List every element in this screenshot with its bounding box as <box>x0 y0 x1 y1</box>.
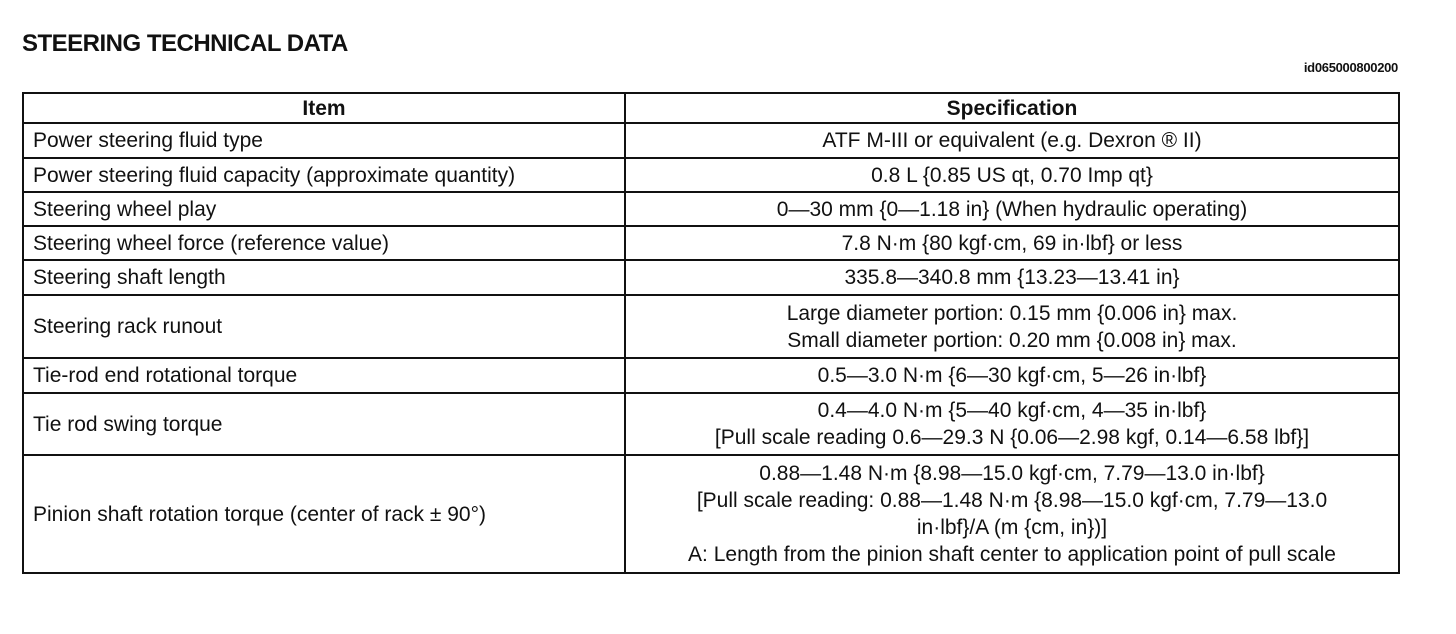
specification-cell <box>625 226 1399 260</box>
specification-line: 335.8—340.8 mm {13.23—13.41 in} <box>844 266 1180 289</box>
table-row <box>23 295 1399 358</box>
specification-line: in·lbf}/A (m {cm, in})] <box>916 516 1108 539</box>
specification-cell <box>625 393 1399 455</box>
item-cell: Steering wheel play <box>23 192 625 226</box>
specification-line: 7.8 N·m {80 kgf·cm, 69 in·lbf} or less <box>841 231 1183 255</box>
document-id: id065000800200 <box>1303 60 1398 75</box>
table-row <box>23 158 1399 192</box>
column-header-item: Item <box>23 93 625 123</box>
table-body <box>23 123 1399 573</box>
table-row <box>23 358 1399 393</box>
specification-line: 0—30 mm {0—1.18 in} (When hydraulic operating) <box>776 197 1248 221</box>
specification-line: 0.8 L {0.85 US qt, 0.70 Imp qt} <box>871 163 1153 187</box>
item-cell: Steering wheel force (reference value) <box>23 226 625 260</box>
specification-cell <box>625 123 1399 158</box>
item-cell: Power steering fluid type <box>23 123 625 158</box>
table-row <box>23 393 1399 455</box>
item-cell: Tie-rod end rotational torque <box>23 358 625 393</box>
specification-line: ATF M-III or equivalent (e.g. Dexron ® II) <box>822 129 1202 152</box>
specification-cell <box>625 260 1399 295</box>
header-row <box>23 93 1399 123</box>
table-row <box>23 226 1399 260</box>
table-row <box>23 123 1399 158</box>
item-cell: Steering rack runout <box>23 295 625 358</box>
specification-cell <box>625 158 1399 192</box>
specification-line: 0.88—1.48 N·m {8.98—15.0 kgf·cm, 7.79—13.0 in·lbf} <box>759 462 1265 485</box>
specification-line: [Pull scale reading: 0.88—1.48 N·m {8.98—15.0 kgf·cm, 7.79—13.0 <box>696 489 1328 512</box>
specification-line: 0.5—3.0 N·m {6—30 kgf·cm, 5—26 in·lbf} <box>817 364 1207 387</box>
table-row <box>23 455 1399 573</box>
specification-line: Small diameter portion: 0.20 mm {0.008 in} max. <box>787 328 1237 352</box>
specification-line: A: Length from the pinion shaft center to application point of pull scale <box>688 543 1336 566</box>
specification-cell <box>625 358 1399 393</box>
specification-line: 0.4—4.0 N·m {5—40 kgf·cm, 4—35 in·lbf} <box>817 399 1207 422</box>
specification-line: [Pull scale reading 0.6—29.3 N {0.06—2.98 kgf, 0.14—6.58 lbf}] <box>714 426 1310 449</box>
item-cell: Power steering fluid capacity (approximate quantity) <box>23 158 625 192</box>
specification-line: Large diameter portion: 0.15 mm {0.006 in} max. <box>786 301 1238 325</box>
specification-cell <box>625 295 1399 358</box>
item-cell: Pinion shaft rotation torque (center of rack ± 90°) <box>23 455 625 573</box>
item-cell: Tie rod swing torque <box>23 393 625 455</box>
table-header <box>23 93 1399 123</box>
specification-cell <box>625 455 1399 573</box>
steering-spec-table <box>22 92 1400 574</box>
specification-cell <box>625 192 1399 226</box>
page-title: STEERING TECHNICAL DATA <box>22 30 348 57</box>
column-header-specification: Specification <box>625 93 1399 123</box>
table-row <box>23 192 1399 226</box>
item-cell: Steering shaft length <box>23 260 625 295</box>
table-row <box>23 260 1399 295</box>
